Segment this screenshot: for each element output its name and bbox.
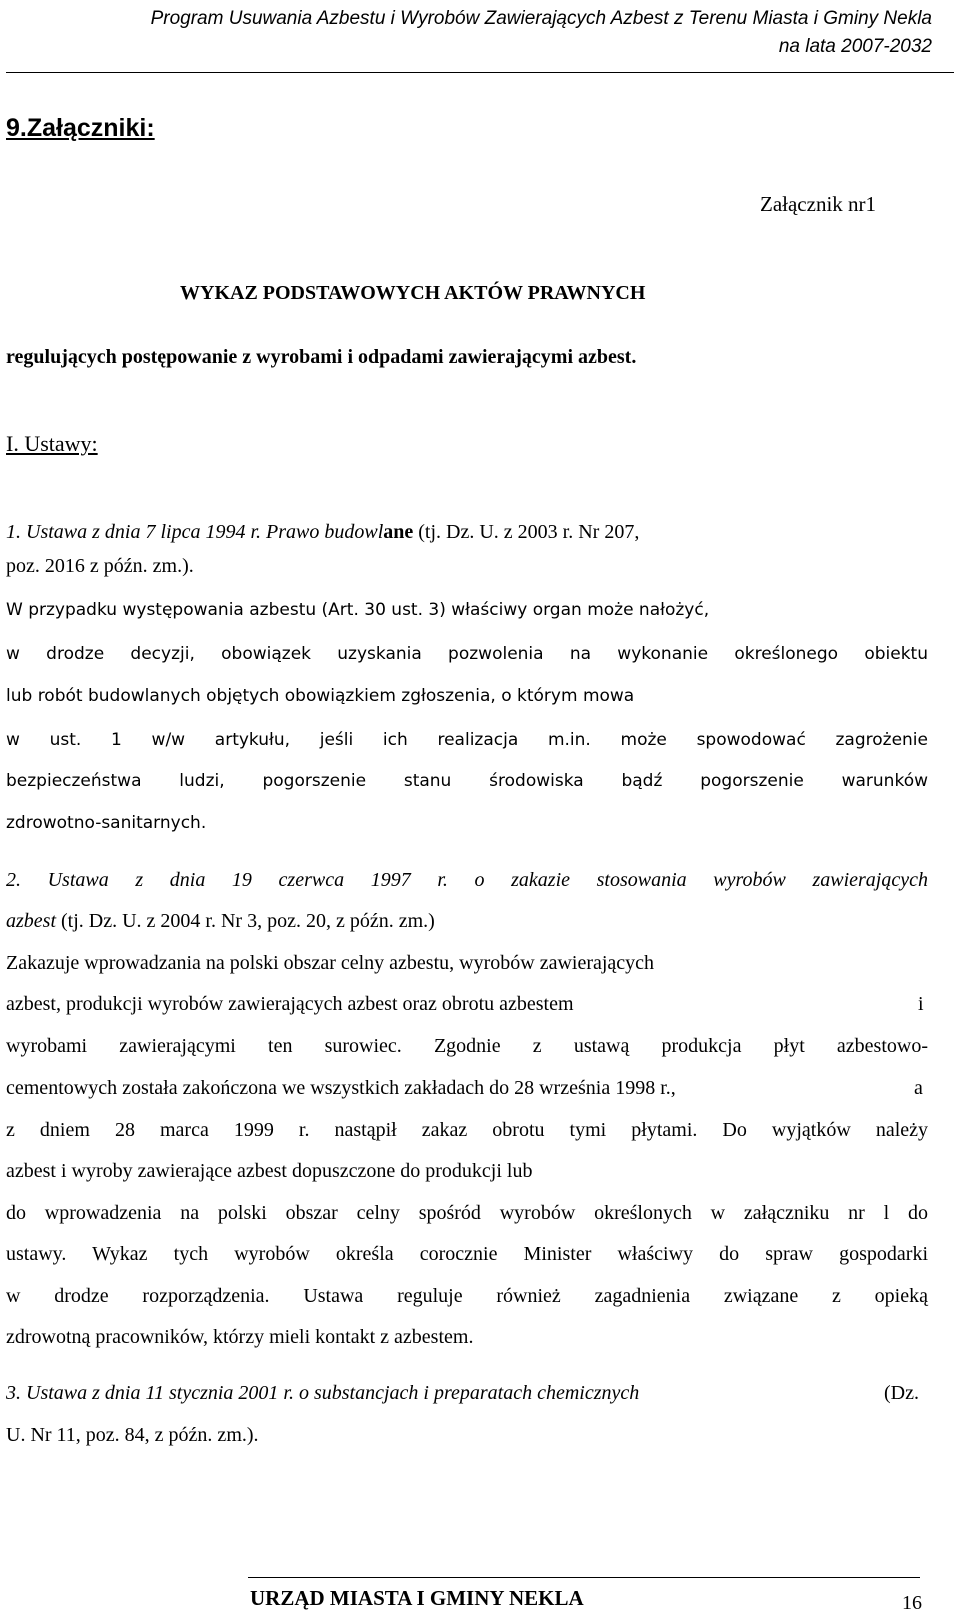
footer-text: URZĄD MIASTA I GMINY NEKLA [250,1586,584,1610]
page-number: 16 [902,1592,922,1614]
item-2-title-ref: (tj. Dz. U. z 2004 r. Nr 3, poz. 20, z późn. zm.) [56,910,435,932]
item-2-para-line: azbest i wyroby zawierające azbest dopuszczone do produkcji lub [6,1160,533,1182]
item-1-para-line: w ust. 1 w/w artykułu, jeśli ich realizacja m.in. może spowodować zagrożenie [6,730,928,750]
item-1-para-line: zdrowotno-sanitarnych. [6,813,207,833]
item-2-title: 2. Ustawa z dnia 19 czerwca 1997 r. o zakazie stosowania wyrobów zawierających [6,869,928,891]
item-1-para-line: lub robót budowlanych objętych obowiązkiem zgłoszenia, o którym mowa [6,686,635,706]
header-divider [6,72,954,73]
item-3-title-cont: U. Nr 11, poz. 84, z późn. zm.). [6,1424,259,1446]
item-2-para-line: zdrowotną pracowników, którzy mieli kontakt z azbestem. [6,1326,474,1348]
item-2-para-line: w drodze rozporządzenia. Ustawa reguluje również zagadnienia związane z opieką [6,1285,928,1307]
item-1-title [6,522,639,542]
item-1-title-bold: ane [383,521,414,543]
item-1-para-line: w drodze decyzji, obowiązek uzyskania pozwolenia na wykonanie określonego obiektu [6,644,928,664]
item-2-para-line: azbest, produkcji wyrobów zawierających azbest oraz obrotu azbestem [6,993,574,1015]
item-3-title-ref: (Dz. [884,1382,919,1404]
item-2-para-line: do wprowadzenia na polski obszar celny spośród wyrobów określonych w załączniku nr l do [6,1202,928,1224]
item-2-para-line-end: i [918,993,924,1015]
item-1-title-cont: poz. 2016 z późn. zm.). [6,555,194,577]
item-2-para-line: ustawy. Wykaz tych wyrobów określa corocznie Minister właściwy do spraw gospodarki [6,1243,928,1265]
item-2-para-line: cementowych została zakończona we wszystkich zakładach do 28 września 1998 r., [6,1077,676,1099]
item-2-para-line-end: a [914,1077,923,1099]
header-years: na lata 2007-2032 [778,36,932,57]
section-title: 9.Załączniki: [6,114,155,142]
item-2-para-line: z dniem 28 marca 1999 r. nastąpił zakaz obrotu tymi płytami. Do wyjątków należy [6,1119,928,1141]
annex-label: Załącznik nr1 [760,192,877,216]
item-2-para-line: Zakazuje wprowadzania na polski obszar celny azbestu, wyrobów zawierających [6,952,655,974]
document-title: WYKAZ PODSTAWOWYCH AKTÓW PRAWNYCH [180,282,646,304]
item-2-para-line: wyrobami zawierającymi ten surowiec. Zgodnie z ustawą produkcja płyt azbestowo- [6,1035,928,1057]
item-3-title: 3. Ustawa z dnia 11 stycznia 2001 r. o substancjach i preparatach chemicznych [6,1382,640,1404]
item-1-title-italic: 1. Ustawa z dnia 7 lipca 1994 r. Prawo budowl [6,521,384,543]
part-heading: I. Ustawy: [6,431,98,456]
document-subtitle: regulujących postępowanie z wyrobami i odpadami zawierającymi azbest. [6,346,637,368]
item-2-title-italic: azbest [6,910,56,932]
footer-divider [248,1577,920,1578]
item-1-para-line: bezpieczeństwa ludzi, pogorszenie stanu środowiska bądź pogorszenie warunków [6,771,928,791]
item-1-para-line: W przypadku występowania azbestu (Art. 30 ust. 3) właściwy organ może nałożyć, [6,600,710,620]
header-title: Program Usuwania Azbestu i Wyrobów Zawierających Azbest z Terenu Miasta i Gminy Nekla [150,8,932,29]
item-2-title-cont [6,911,435,931]
item-1-title-ref: (tj. Dz. U. z 2003 r. Nr 207, [413,521,640,543]
